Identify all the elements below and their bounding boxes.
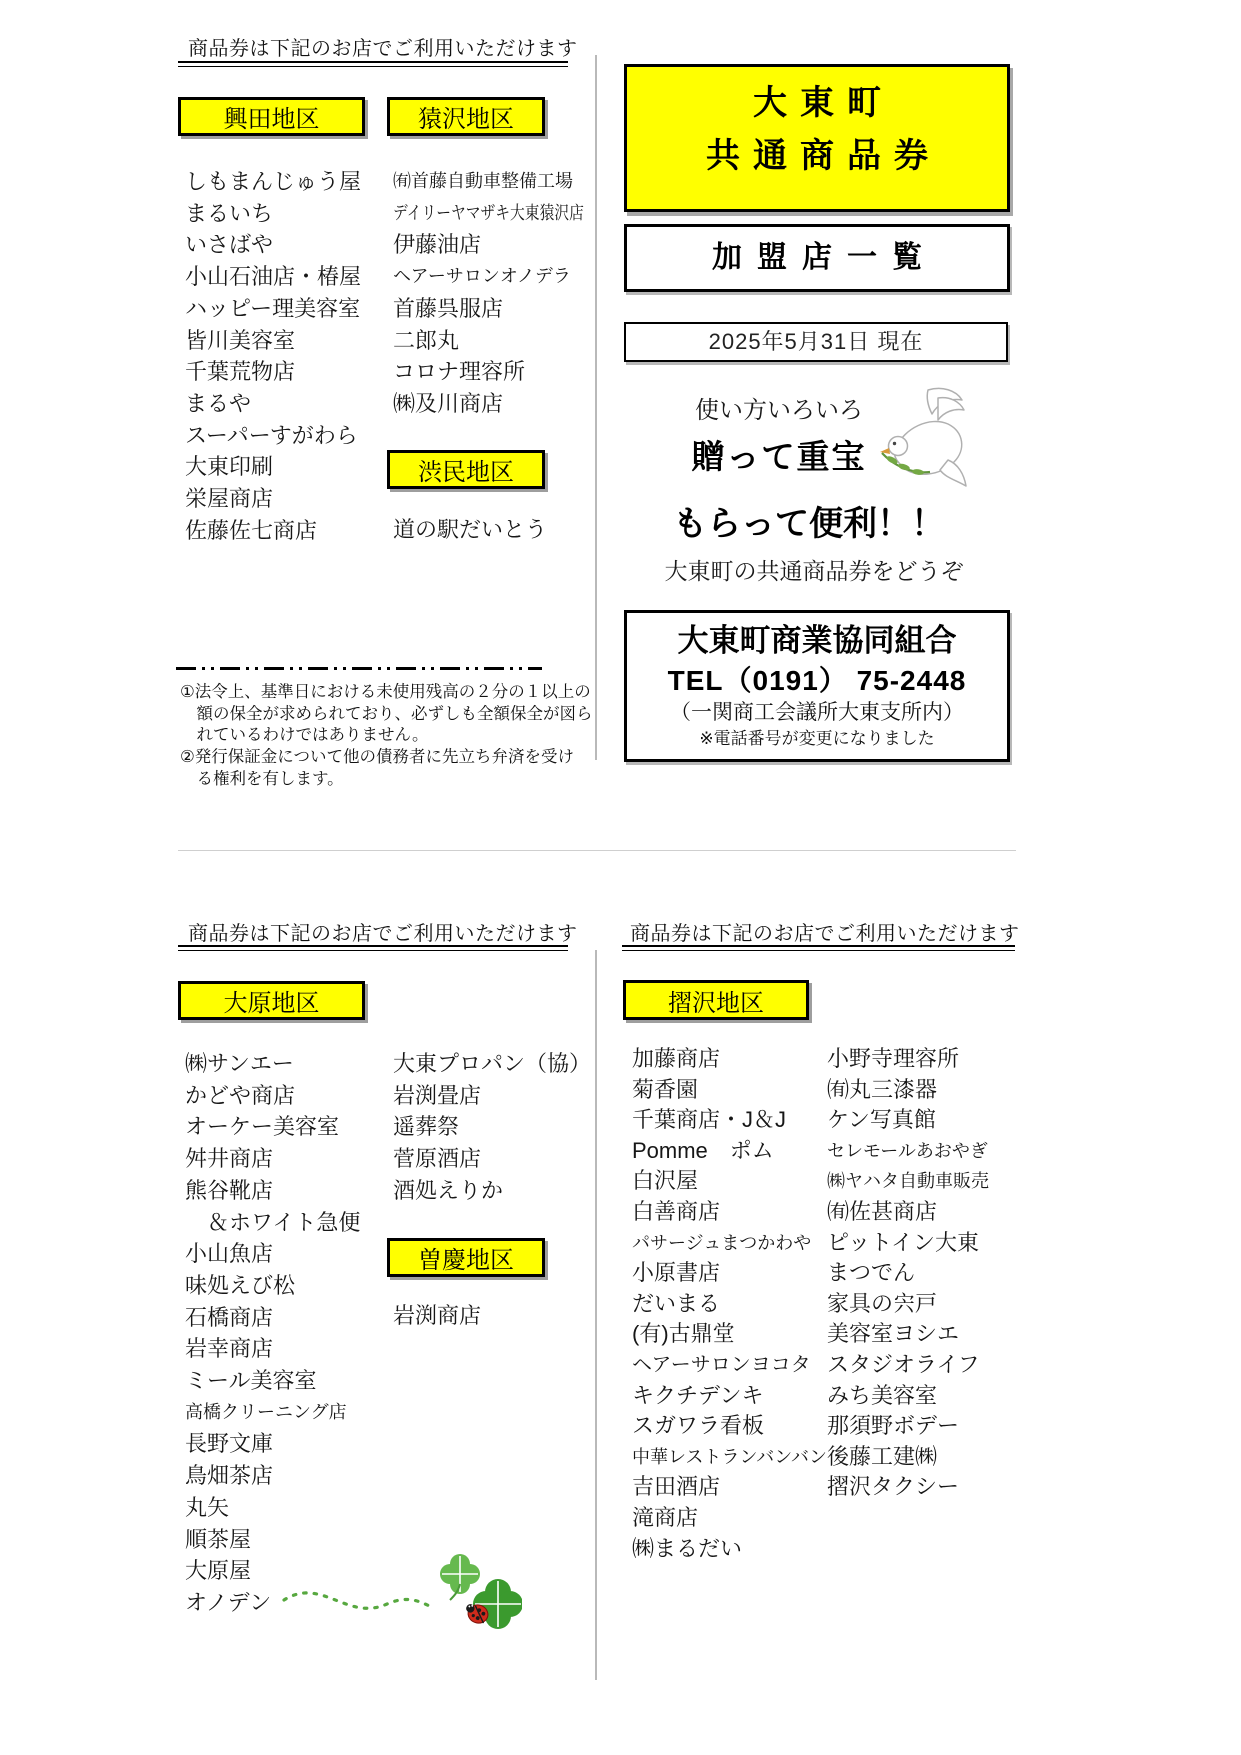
store-item: Pomme ポム: [632, 1137, 774, 1163]
store-item: 味処えび松: [185, 1272, 296, 1298]
member-list-banner: [624, 224, 1010, 292]
store-item: 吉田酒店: [632, 1474, 721, 1500]
org-note: ※電話番号が変更になりました: [699, 729, 935, 748]
sarusawa-store-list: [393, 166, 626, 420]
store-item: オーケー美容室: [185, 1114, 340, 1140]
district-box-ohara: [178, 981, 365, 1020]
store-item: 伊藤油店: [393, 232, 482, 258]
store-item: パサージュまつかわや: [632, 1232, 812, 1253]
tagline-receive: もらって便利！！: [673, 505, 945, 543]
tagline-please: 大東町の共通商品券をどうぞ: [664, 558, 964, 584]
surisawa-store-list-col2: [827, 1044, 989, 1503]
as-of-date: 2025年5月31日 現在: [708, 329, 924, 354]
store-item: 長野文庫: [185, 1431, 274, 1457]
store-item: キクチデンキ: [632, 1382, 764, 1408]
store-item: 高橋クリーニング店: [185, 1401, 347, 1422]
tagline-usage: 使い方いろいろ: [695, 397, 863, 424]
store-item: まるいち: [185, 200, 274, 226]
store-item: スーパーすがわら: [185, 422, 358, 448]
footnote-line: ②発行保証金について他の債務者に先立ち弁済を受け: [180, 748, 574, 767]
store-item: 中華レストランバンバン: [632, 1446, 827, 1467]
store-item: 酒処えりか: [393, 1177, 504, 1203]
store-item: 石橋商店: [185, 1304, 274, 1330]
store-item: ㈲首藤自動車整備工場: [393, 171, 573, 191]
store-item: 首藤呉服店: [393, 295, 504, 321]
store-item: 栄屋商店: [185, 486, 274, 512]
district-box-sarusawa: [387, 97, 545, 136]
store-item: 白善商店: [632, 1198, 721, 1224]
title-line-1: 大東町: [753, 84, 894, 122]
store-item: 佐藤佐七商店: [185, 517, 318, 543]
store-item: 小山石油店・椿屋: [185, 264, 362, 290]
store-item: 岩渕畳店: [393, 1082, 482, 1108]
store-item: (有)古鼎堂: [632, 1321, 735, 1347]
store-item: ＆ホワイト急便: [185, 1209, 361, 1235]
member-list-label: 加盟店一覧: [712, 241, 937, 274]
dove-icon: [878, 386, 970, 514]
vertical-divider-top: [595, 55, 597, 760]
store-item: 小原書店: [632, 1260, 721, 1286]
district-label-shibutami: 渋民地区: [418, 459, 514, 486]
store-item: 小山魚店: [185, 1241, 274, 1267]
store-item: ㈲佐甚商店: [827, 1198, 938, 1224]
footnote-line: る権利を有します。: [180, 769, 344, 788]
store-item: セレモールあおやぎ: [827, 1140, 988, 1161]
vertical-divider-bottom: [595, 950, 597, 1680]
dotted-trail: [284, 1593, 434, 1608]
store-item: ㈱サンエー: [185, 1051, 294, 1076]
store-item: 家具の宍戸: [827, 1290, 938, 1316]
store-item: ハッピー理美容室: [185, 295, 361, 321]
ohara-store-list-col2: [393, 1048, 591, 1207]
page-separator-line: [178, 850, 1016, 851]
store-item: 舛井商店: [185, 1146, 274, 1172]
as-of-date-box: [624, 322, 1008, 362]
store-item: ヘアーサロンヨコタ: [632, 1353, 811, 1376]
store-item: ヘアーサロンオノデラ: [393, 266, 571, 287]
store-item: 熊谷靴店: [185, 1177, 274, 1203]
store-item: ミール美容室: [185, 1368, 317, 1394]
double-rule: [178, 945, 568, 951]
store-item: 遥葬祭: [393, 1114, 460, 1140]
store-item: 二郎丸: [393, 327, 460, 353]
store-item: 加藤商店: [632, 1046, 721, 1071]
footnote-block: [180, 682, 593, 791]
store-item: ㈱及川商店: [393, 390, 504, 416]
store-item: 菊香園: [632, 1076, 699, 1102]
usage-note-heading: 商品券は下記のお店でご利用いただけます: [188, 38, 578, 60]
title-banner: [624, 64, 1010, 212]
store-item: みち美容室: [827, 1382, 938, 1408]
store-item: しもまんじゅう屋: [185, 169, 362, 194]
store-item: 菅原酒店: [393, 1146, 482, 1172]
district-box-surisawa: [623, 980, 809, 1020]
double-rule: [622, 945, 1015, 951]
footnote-line: 額の保全が求められており、必ずしも全額保全が図ら: [180, 704, 593, 723]
store-item: ㈱まるだい: [632, 1535, 743, 1561]
footnote-line: ①法令上、基準日における未使用残高の２分の１以上の: [180, 683, 591, 701]
ohara-store-list-col1: [185, 1048, 360, 1619]
org-branch: （一関商工会議所大東支所内）: [670, 701, 964, 724]
store-item: 千葉荒物店: [185, 359, 296, 385]
org-box: [624, 610, 1010, 762]
store-item: オノデン: [185, 1589, 272, 1615]
sokei-store-list: [393, 1300, 481, 1332]
kouda-store-list: [185, 166, 361, 546]
store-item: まつでん: [827, 1260, 916, 1286]
store-item: 岩渕商店: [393, 1303, 482, 1328]
usage-note-heading: 商品券は下記のお店でご利用いただけます: [630, 923, 1020, 945]
org-name: 大東町商業協同組合: [677, 623, 957, 658]
store-item: だいまる: [632, 1290, 721, 1316]
store-item: ㈲丸三漆器: [827, 1076, 938, 1102]
district-label-sokei: 曽慶地区: [418, 1247, 514, 1274]
store-item: ㈱ヤハタ自動車販売: [827, 1171, 989, 1192]
clover-icon: [282, 1548, 522, 1643]
usage-note-heading: 商品券は下記のお店でご利用いただけます: [188, 923, 578, 945]
small-clover: [440, 1554, 480, 1600]
district-box-shibutami: [387, 450, 545, 489]
store-item: デイリーヤマザキ大東猿沢店: [393, 202, 584, 223]
store-item: 摺沢タクシー: [827, 1474, 960, 1500]
store-item: スタジオライフ: [827, 1351, 980, 1377]
store-item: 道の駅だいとう: [393, 517, 548, 542]
store-item: ケン写真館: [827, 1107, 936, 1133]
district-label-surisawa: 摺沢地区: [668, 989, 764, 1017]
district-label-ohara: 大原地区: [223, 990, 320, 1017]
district-label-kouda: 興田地区: [223, 106, 320, 133]
title-line-2: 共通商品券: [706, 137, 941, 175]
store-item: まるや: [185, 390, 252, 416]
store-item: 小野寺理容所: [827, 1046, 960, 1071]
shibutami-store-list: [393, 514, 547, 546]
store-item: 鳥畑茶店: [185, 1463, 274, 1489]
store-item: 大東プロパン（協）: [393, 1051, 592, 1076]
district-box-sokei: [387, 1238, 545, 1277]
store-item: いさばや: [185, 232, 274, 258]
tagline-gift: 贈って重宝: [691, 438, 867, 475]
store-item: 順茶屋: [185, 1526, 252, 1552]
store-item: ピットイン大東: [827, 1229, 980, 1255]
district-label-sarusawa: 猿沢地区: [418, 106, 514, 133]
double-rule: [178, 61, 568, 67]
footnote-line: れているわけではありません。: [180, 726, 429, 745]
store-item: 大東印刷: [185, 454, 274, 480]
store-item: 岩幸商店: [185, 1336, 274, 1362]
store-item: 大原屋: [185, 1558, 252, 1584]
store-item: 千葉商店・J＆J: [632, 1107, 787, 1133]
dash-dot-rule: [176, 667, 542, 670]
surisawa-store-list-col1: [632, 1044, 827, 1564]
store-item: 美容室ヨシエ: [827, 1321, 960, 1347]
store-item: 後藤工建㈱: [827, 1443, 938, 1469]
store-item: スガワラ看板: [632, 1413, 765, 1439]
store-item: かどや商店: [185, 1082, 296, 1108]
store-item: 丸矢: [185, 1494, 230, 1520]
store-item: 滝商店: [632, 1504, 699, 1530]
store-item: 那須野ボデー: [827, 1413, 960, 1439]
district-box-kouda: [178, 97, 365, 136]
org-tel: TEL（0191） 75-2448: [667, 665, 967, 696]
store-item: 皆川美容室: [185, 327, 296, 353]
store-item: 白沢屋: [632, 1168, 699, 1194]
store-item: コロナ理容所: [393, 359, 526, 385]
